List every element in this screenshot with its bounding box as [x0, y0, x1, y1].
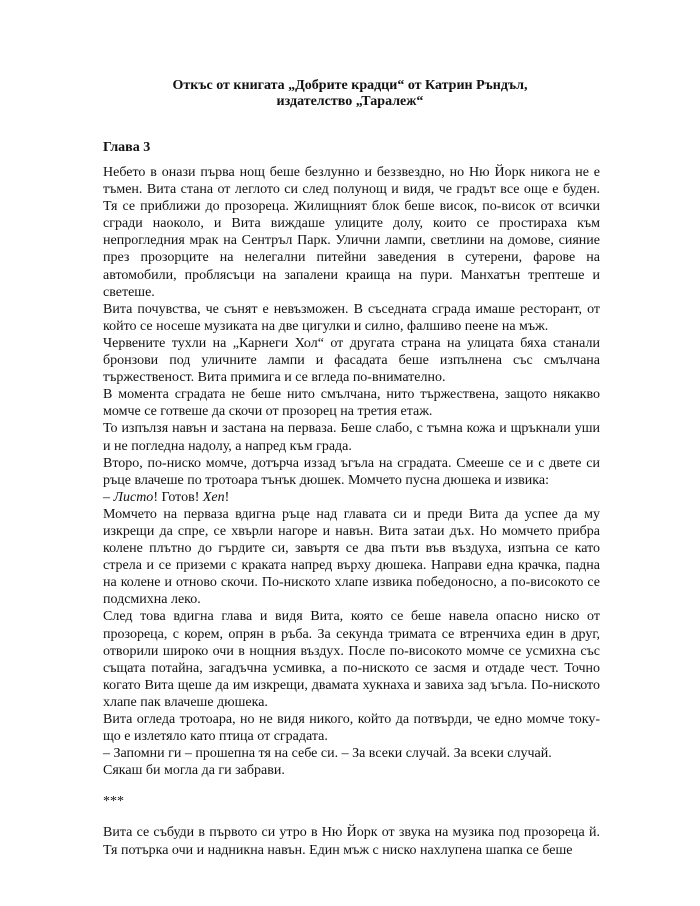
- paragraph: – Запомни ги – прошепна тя на себе си. – За всеки случай. За всеки случай.: [103, 746, 552, 762]
- paragraph: В момента сградата не беше нито смълчана, нито тържествена, защото някакво момче се готвеше да скочи от прозорец на третия етаж.: [103, 387, 600, 420]
- paragraph: Вита огледа тротоара, но не видя никого, който да потвърди, че едно момче току-що е излетяло като птица от сградата.: [103, 712, 600, 745]
- dialog-dash: –: [103, 489, 114, 505]
- paragraph: Вита почувства, че сънят е невъзможен. В съседната сграда имаше ресторант, от който се носеше музиката на две цигулки и силно, фалшиво пеене на мъж.: [103, 301, 600, 334]
- dialog-middle: ! Готов!: [153, 489, 203, 505]
- paragraph: Вита се събуди в първото си утро в Ню Йорк от звука на музика под прозореца й. Тя потърка очи и надникна навън. Един мъж с ниско нахлупена шапка се беше: [103, 825, 600, 858]
- section-separator: ***: [103, 794, 124, 810]
- document-title: [0, 78, 700, 110]
- paragraph: Червените тухли на „Карнеги Хол“ от другата страна на улицата бяха станали бронзови под уличните лампи и фасадата беше изпълнена със смълчана тържественост. Вита примига и се вгледа по-внимателно.: [103, 335, 600, 386]
- dialog-end: !: [224, 489, 230, 505]
- paragraph: Момчето на перваза вдигна ръце над главата си и преди Вита да успее да му изкрещи да спре, се хвърли нагоре и навън. Вита затаи дъх. Но момчето прибра колене плътно до гърдите си, завъртя се два пъти във въздуха, изпъна се като стрела и се приземи с краката напред върху дюшека. Направи една крачка, падна на колене и отново скочи. По-ниското хлапе извика победоносно, а по-високото се подсмихна леко.: [103, 506, 600, 608]
- paragraph: След това вдигна глава и видя Вита, която се беше навела опасно ниско от прозореца, с корем, опрян в ръба. За секунда тримата се втренчиха един в друг, отворили широко очи в нощния въздух. После по-високото момче се усмихна със същата потайна, загадъчна усмивка, а по-ниското се засмя и отдаде чест. Точно когато Вита щеше да им изкрещи, двамата хукнаха и завиха зад ъгъла. По-ниското хлапе пак влачеше дюшека.: [103, 609, 600, 710]
- chapter-heading: Глава 3: [103, 140, 151, 155]
- paragraph: Сякаш би могла да ги забрави.: [103, 763, 285, 779]
- paragraph: Небето в онази първа нощ беше безлунно и беззвездно, но Ню Йорк никога не е тъмен. Вита стана от леглото си след полунощ и видя, че градът все още е буден. Тя се приближи до прозореца. Жилищният блок беше висок, по-висок от всички сгради наоколо, и Вита виждаше улиците долу, които се простираха към непрогледния мрак на Сентръл Парк. Улични лампи, светлини на домове, сияние през прозорците на нелегални питейни заведения в сутерени, фарове на автомобили, проблясъци на запалени краища на пури. Манхатън трептеше и светеше.: [103, 165, 600, 300]
- title-line-2: издателство „Таралеж“: [276, 94, 424, 109]
- paragraph: Второ, по-ниско момче, дотърча иззад ъгъла на сградата. Смееше се и с двете си ръце влачеше по тротоара тънък дюшек. Момчето пусна дюшека и извика:: [103, 455, 600, 488]
- title-line-1: Откъс от книгата „Добрите крадци“ от Катрин Ръндъл,: [172, 78, 528, 93]
- dialog-name-hep: Хеп: [202, 489, 225, 505]
- dialog-line: [103, 489, 600, 506]
- dialog-name-listo: Листо: [113, 489, 154, 505]
- paragraph: То изпълзя навън и застана на перваза. Беше слабо, с тъмна кожа и щръкнали уши и не погледна надолу, а напред към града.: [103, 421, 600, 454]
- body-text: [103, 164, 600, 859]
